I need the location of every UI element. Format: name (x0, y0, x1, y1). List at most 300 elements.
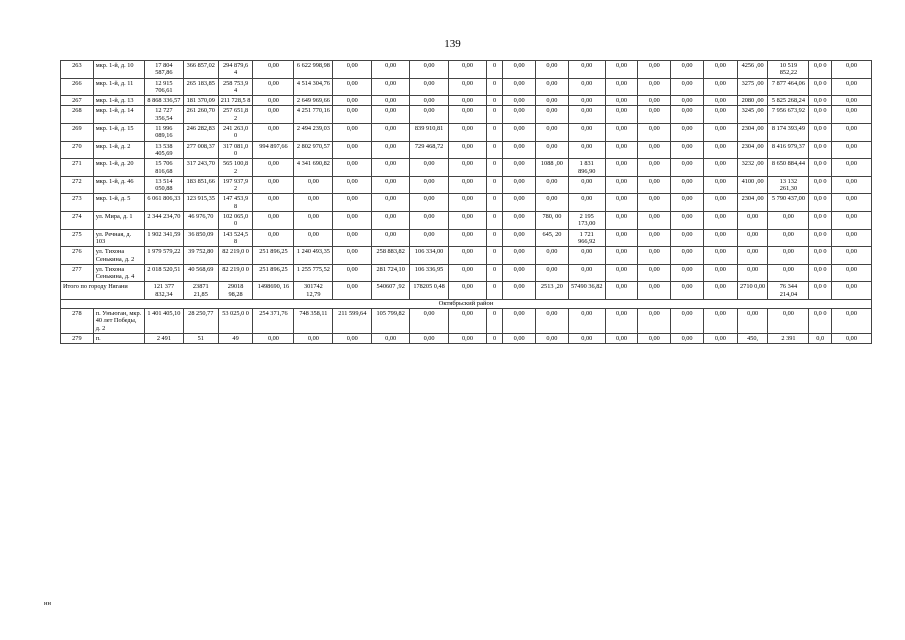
table-cell: 0,00 (703, 96, 737, 106)
table-cell: 0,0 0 (809, 124, 832, 142)
table-cell: 0,00 (503, 247, 536, 265)
table-cell: 0,00 (638, 229, 671, 247)
table-cell: 0,00 (605, 96, 638, 106)
table-cell: 0,00 (638, 61, 671, 79)
table-cell: 0,00 (638, 333, 671, 343)
table-cell: 2 195 173,00 (568, 212, 605, 230)
table-cell: 0,00 (703, 106, 737, 124)
table-cell: 0,00 (372, 194, 410, 212)
table-cell: 0,00 (449, 141, 487, 159)
table-cell: 0,00 (503, 264, 536, 282)
table-cell: 1 902 341,59 (144, 229, 183, 247)
table-cell: 281 724,10 (372, 264, 410, 282)
table-cell: 5 790 437,00 (768, 194, 809, 212)
table-cell: 0,00 (449, 282, 487, 300)
table-cell: 0,00 (536, 124, 569, 142)
table-row (61, 264, 872, 282)
table-cell: 0,00 (536, 176, 569, 194)
table-cell: 0,00 (253, 106, 294, 124)
table-cell: 211 728,5 8 (218, 96, 253, 106)
table-cell: 0,00 (410, 159, 449, 177)
table-cell: 0,00 (605, 194, 638, 212)
table-cell: 2 491 (144, 333, 183, 343)
table-cell: 183 851,66 (183, 176, 218, 194)
table-cell: 0,00 (449, 106, 487, 124)
table-cell: 0,00 (768, 247, 809, 265)
table-cell: 102 065,0 0 (218, 212, 253, 230)
table-cell: 28 250,77 (183, 309, 218, 334)
table-cell: 4256 ,00 (737, 61, 768, 79)
table-cell: 10 519 852,22 (768, 61, 809, 79)
table-cell: 0,00 (605, 333, 638, 343)
table-cell: 0 (486, 247, 502, 265)
table-cell: 0,00 (737, 247, 768, 265)
table-cell: 17 804 587,86 (144, 61, 183, 79)
table-total (61, 282, 872, 309)
table-cell: 3275 ,00 (737, 78, 768, 96)
table-cell: 0,00 (638, 159, 671, 177)
address-cell: мкр. 1-й, д. 10 (93, 61, 144, 79)
table-row (61, 124, 872, 142)
address-cell: мкр. 1-й, д. 11 (93, 78, 144, 96)
table-cell: 0,00 (372, 124, 410, 142)
table-cell: 0,00 (671, 333, 704, 343)
table-cell: 0,00 (638, 176, 671, 194)
table-cell: 3232 ,00 (737, 159, 768, 177)
table-cell: 0,00 (333, 159, 372, 177)
table-cell: 0,00 (333, 264, 372, 282)
table-cell: 0,00 (536, 264, 569, 282)
table-cell: 0,00 (638, 282, 671, 300)
table-cell: 0,0 0 (809, 247, 832, 265)
table-cell: 2 649 969,66 (294, 96, 333, 106)
table-cell: 0,0 0 (809, 106, 832, 124)
table-cell: 0 (486, 96, 502, 106)
table-cell: 0,00 (831, 212, 871, 230)
table-cell: 0 (486, 106, 502, 124)
table-cell: 0,00 (638, 141, 671, 159)
table-cell: 1088 ,00 (536, 159, 569, 177)
table-cell: 0,00 (605, 264, 638, 282)
table-cell: 0,00 (568, 61, 605, 79)
row-number-cell: 266 (61, 78, 94, 96)
table-cell: 0,00 (605, 176, 638, 194)
table-cell: 0,00 (410, 78, 449, 96)
table-cell: 0,00 (638, 96, 671, 106)
table-cell: 147 453,9 8 (218, 194, 253, 212)
table-cell: 0,00 (605, 124, 638, 142)
table-cell: 277 008,37 (183, 141, 218, 159)
table-cell: 0,00 (410, 176, 449, 194)
table-cell: 49 (218, 333, 253, 343)
table-cell: 0,0 0 (809, 141, 832, 159)
table-row (61, 212, 872, 230)
table-cell: 0,00 (568, 309, 605, 334)
table-row (61, 61, 872, 79)
table-cell: 0,00 (294, 194, 333, 212)
table-cell: 53 025,0 0 (218, 309, 253, 334)
table-cell: 0 (486, 78, 502, 96)
table-cell: 0,00 (737, 212, 768, 230)
table-cell: 0,00 (703, 212, 737, 230)
table-cell: 0,00 (671, 78, 704, 96)
table-cell: 0,00 (831, 106, 871, 124)
table-cell: 0,00 (503, 282, 536, 300)
table-cell: 0,00 (253, 176, 294, 194)
table-cell: 317 243,70 (183, 159, 218, 177)
table-cell: 294 879,6 4 (218, 61, 253, 79)
table-cell: 0,00 (449, 212, 487, 230)
address-cell: мкр. 1-й, д. 46 (93, 176, 144, 194)
table-cell: 0,00 (410, 96, 449, 106)
table-cell: 0,00 (449, 247, 487, 265)
table-cell: 0,00 (449, 96, 487, 106)
table-cell: 6 622 998,98 (294, 61, 333, 79)
table-cell: 0,00 (703, 309, 737, 334)
table-cell: 0,00 (503, 78, 536, 96)
table-cell: 0,00 (503, 106, 536, 124)
table-cell: 0 (486, 124, 502, 142)
table-cell: 0,00 (768, 309, 809, 334)
table-cell: 2 802 970,57 (294, 141, 333, 159)
table-cell: 0,00 (671, 106, 704, 124)
table-cell: 0,00 (410, 194, 449, 212)
table-cell: 123 915,35 (183, 194, 218, 212)
table-cell: 0,00 (410, 61, 449, 79)
table-cell: 0 (486, 333, 502, 343)
table-cell: 0,0 0 (809, 61, 832, 79)
table-cell: 0,00 (703, 61, 737, 79)
table-cell: 0,00 (372, 78, 410, 96)
table-cell: 2080 ,00 (737, 96, 768, 106)
table-cell: 2710 0,00 (737, 282, 768, 300)
table-cell: 0,00 (605, 229, 638, 247)
row-number-cell: 275 (61, 229, 94, 247)
table-cell: 105 799,82 (372, 309, 410, 334)
row-number-cell: 269 (61, 124, 94, 142)
table-cell: 1 240 493,35 (294, 247, 333, 265)
table-cell: 261 260,70 (183, 106, 218, 124)
table-cell: 7 956 673,92 (768, 106, 809, 124)
table-cell: 0,00 (703, 333, 737, 343)
total-label: Итого по городу Нягани (61, 282, 145, 300)
table-cell: 0,00 (333, 282, 372, 300)
table-cell: 0,00 (410, 212, 449, 230)
table-cell: 12 727 356,54 (144, 106, 183, 124)
table-cell: 257 651,8 2 (218, 106, 253, 124)
table-cell: 317 081,0 0 (218, 141, 253, 159)
table-cell: 0,0 0 (809, 264, 832, 282)
address-cell: мкр. 1-й, д. 5 (93, 194, 144, 212)
table-cell: 0,00 (372, 159, 410, 177)
table-cell: 1 979 579,22 (144, 247, 183, 265)
table-cell: 0,00 (253, 212, 294, 230)
table-cell: 106 336,95 (410, 264, 449, 282)
table-cell: 0,00 (449, 124, 487, 142)
table-cell: 0,00 (333, 194, 372, 212)
table-row (61, 229, 872, 247)
table-cell: 0 (486, 309, 502, 334)
table-cell: 0,00 (503, 124, 536, 142)
table-cell: 0,00 (671, 61, 704, 79)
table-cell: 0,00 (253, 78, 294, 96)
table-cell: 0,00 (703, 264, 737, 282)
table-cell: 0,00 (449, 159, 487, 177)
table-cell: 0,00 (568, 176, 605, 194)
table-cell: 4 341 690,82 (294, 159, 333, 177)
table-cell: 0,00 (333, 106, 372, 124)
table-cell: 0,00 (831, 247, 871, 265)
table-cell: 0,00 (503, 194, 536, 212)
table-cell: 40 568,69 (183, 264, 218, 282)
table-cell: 4 514 304,76 (294, 78, 333, 96)
table-cell: 0,00 (372, 333, 410, 343)
table-cell: 0,00 (671, 264, 704, 282)
table-cell: 0,00 (605, 212, 638, 230)
row-number-cell: 268 (61, 106, 94, 124)
table-cell: 0,00 (449, 333, 487, 343)
table-cell: 0,00 (605, 159, 638, 177)
table-cell: 0,00 (333, 141, 372, 159)
table-cell: 0,00 (333, 247, 372, 265)
table-cell: 0,00 (536, 333, 569, 343)
table-cell: 197 937,9 2 (218, 176, 253, 194)
table-cell: 450, (737, 333, 768, 343)
table-row (61, 194, 872, 212)
table-cell: 0,00 (333, 212, 372, 230)
table-cell: 254 371,76 (253, 309, 294, 334)
table-cell: 0,00 (503, 176, 536, 194)
table-cell: 0,00 (449, 78, 487, 96)
table-cell: 0,00 (737, 229, 768, 247)
table-cell: 0,00 (568, 78, 605, 96)
table-cell: 0,00 (638, 78, 671, 96)
table-cell: 13 538 405,69 (144, 141, 183, 159)
table-cell: 0,00 (372, 61, 410, 79)
table-cell: 1498690, 16 (253, 282, 294, 300)
table-cell: 839 910,81 (410, 124, 449, 142)
section-title: Октябрьский район (61, 300, 872, 309)
table-cell: 0,00 (831, 176, 871, 194)
table-cell: 0,00 (831, 159, 871, 177)
table-cell: 0,00 (568, 247, 605, 265)
table-cell: 0,00 (294, 333, 333, 343)
table-body-bottom (61, 309, 872, 344)
table-cell: 748 358,11 (294, 309, 333, 334)
table-cell: 6 061 806,33 (144, 194, 183, 212)
table-cell: 0,00 (449, 309, 487, 334)
table-body-top (61, 61, 872, 282)
table-cell: 0,00 (568, 124, 605, 142)
table-cell: 0 (486, 212, 502, 230)
table-cell: 0,00 (449, 194, 487, 212)
table-cell: 76 344 214,04 (768, 282, 809, 300)
table-cell: 0,00 (333, 96, 372, 106)
table-cell: 0,00 (449, 264, 487, 282)
table-cell: 0,00 (831, 309, 871, 334)
table-cell: 0,00 (703, 194, 737, 212)
table-cell: 0,00 (638, 264, 671, 282)
table-row (61, 96, 872, 106)
table-cell: 0,0 0 (809, 159, 832, 177)
table-cell: 0,00 (605, 61, 638, 79)
table-cell: 0,00 (536, 106, 569, 124)
table-cell: 0,00 (333, 61, 372, 79)
table-cell: 0,00 (703, 247, 737, 265)
table-cell: 258 753,9 4 (218, 78, 253, 96)
row-number-cell: 270 (61, 141, 94, 159)
table-cell: 5 825 268,24 (768, 96, 809, 106)
table-cell: 0,00 (253, 194, 294, 212)
table-cell: 0,00 (605, 141, 638, 159)
table-cell: 366 857,02 (183, 61, 218, 79)
table-cell: 0,0 0 (809, 229, 832, 247)
table-cell: 2304 ,00 (737, 194, 768, 212)
table-cell: 0,00 (503, 61, 536, 79)
table-cell: 39 752,80 (183, 247, 218, 265)
table-cell: 0,0 0 (809, 176, 832, 194)
table-cell: 0 (486, 176, 502, 194)
table-cell: 0,0 0 (809, 282, 832, 300)
table-row (61, 309, 872, 334)
table-cell: 7 877 464,06 (768, 78, 809, 96)
table-cell: 0,00 (671, 229, 704, 247)
table-cell: 729 468,72 (410, 141, 449, 159)
table-cell: 0,00 (831, 229, 871, 247)
table-cell: 0,00 (605, 282, 638, 300)
row-number-cell: 273 (61, 194, 94, 212)
table-cell: 540607 ,92 (372, 282, 410, 300)
table-cell: 0,00 (768, 229, 809, 247)
table-cell: 2304 ,00 (737, 141, 768, 159)
table-cell: 0,0 0 (809, 212, 832, 230)
table-cell: 0,00 (831, 61, 871, 79)
total-row (61, 282, 872, 300)
table-cell: 0,00 (503, 96, 536, 106)
table-cell: 3245 ,00 (737, 106, 768, 124)
table-cell: 0,00 (568, 141, 605, 159)
table-cell: 0,00 (536, 141, 569, 159)
table-cell: 11 996 089,16 (144, 124, 183, 142)
table-cell: 0,00 (536, 309, 569, 334)
table-cell: 0,00 (503, 229, 536, 247)
table-cell: 0,00 (333, 229, 372, 247)
table-cell: 8 174 393,49 (768, 124, 809, 142)
row-number-cell: 274 (61, 212, 94, 230)
table-cell: 0,00 (253, 61, 294, 79)
table-cell: 15 706 816,68 (144, 159, 183, 177)
table-cell: 181 370,09 (183, 96, 218, 106)
table-cell: 0,00 (372, 106, 410, 124)
table-cell: 106 334,00 (410, 247, 449, 265)
row-number-cell: 271 (61, 159, 94, 177)
table-cell: 0,00 (831, 264, 871, 282)
table-row (61, 176, 872, 194)
table-cell: 0,00 (605, 106, 638, 124)
table-cell: 0,00 (333, 124, 372, 142)
table-cell: 23871 21,85 (183, 282, 218, 300)
table-cell: 0,00 (671, 194, 704, 212)
table-cell: 0,00 (671, 176, 704, 194)
table-cell: 36 850,09 (183, 229, 218, 247)
table-cell: 0,00 (831, 141, 871, 159)
table-cell: 0,00 (333, 78, 372, 96)
table-cell: 0,00 (671, 309, 704, 334)
table-cell: 0,00 (671, 124, 704, 142)
table-cell: 0,00 (410, 106, 449, 124)
table-cell: 0,00 (703, 141, 737, 159)
table-cell: 258 883,82 (372, 247, 410, 265)
table-cell: 2513 ,20 (536, 282, 569, 300)
table-cell: 0,00 (638, 247, 671, 265)
table-cell: 0,00 (568, 194, 605, 212)
table-cell: 0,00 (503, 333, 536, 343)
table-cell: 0,00 (253, 229, 294, 247)
table-row (61, 159, 872, 177)
address-cell: мкр. 1-й, д. 20 (93, 159, 144, 177)
table-cell: 0,00 (253, 333, 294, 343)
table-cell: 0,00 (831, 282, 871, 300)
table-cell: 0,00 (536, 194, 569, 212)
table-cell: 8 868 336,57 (144, 96, 183, 106)
table-cell: 0,0 0 (809, 194, 832, 212)
table-cell: 13 132 261,30 (768, 176, 809, 194)
table-cell: 0,00 (253, 96, 294, 106)
table-cell: 12 915 706,61 (144, 78, 183, 96)
table-cell: 0,00 (638, 309, 671, 334)
table-cell: 0,00 (294, 212, 333, 230)
table-cell: 0,00 (737, 309, 768, 334)
table-cell: 0,00 (638, 194, 671, 212)
table-cell: 46 976,70 (183, 212, 218, 230)
table-cell: 0 (486, 282, 502, 300)
table-row (61, 141, 872, 159)
table-cell: 0,00 (671, 141, 704, 159)
table-cell: 1 721 966,92 (568, 229, 605, 247)
table-cell: 0,00 (333, 176, 372, 194)
table-cell: 0,0 0 (809, 78, 832, 96)
table-cell: 0,00 (568, 106, 605, 124)
footer-mark: нн (44, 600, 51, 607)
table-cell: 0,00 (536, 78, 569, 96)
address-cell: мкр. 1-й, д. 15 (93, 124, 144, 142)
table-cell: 121 377 832,34 (144, 282, 183, 300)
table-cell: 0,00 (703, 159, 737, 177)
table-cell: 51 (183, 333, 218, 343)
table-row (61, 333, 872, 343)
table-cell: 57490 36,82 (568, 282, 605, 300)
table-cell: 1 401 405,10 (144, 309, 183, 334)
table-cell: 0,00 (703, 124, 737, 142)
table-cell: 178205 0,48 (410, 282, 449, 300)
page-number: 139 (444, 38, 461, 50)
table-cell: 0,00 (503, 212, 536, 230)
table-cell: 0,00 (372, 96, 410, 106)
table-cell: 265 183,85 (183, 78, 218, 96)
table-cell: 780, 00 (536, 212, 569, 230)
table-cell: 0,00 (703, 229, 737, 247)
table-cell: 0,00 (536, 61, 569, 79)
table-cell: 301742 12,79 (294, 282, 333, 300)
table-cell: 0 (486, 61, 502, 79)
table-cell: 0 (486, 264, 502, 282)
section-row (61, 300, 872, 309)
table-cell: 246 282,83 (183, 124, 218, 142)
table-cell: 565 100,8 2 (218, 159, 253, 177)
table-row (61, 106, 872, 124)
table-cell: 0,00 (449, 229, 487, 247)
table-cell: 82 219,0 0 (218, 247, 253, 265)
